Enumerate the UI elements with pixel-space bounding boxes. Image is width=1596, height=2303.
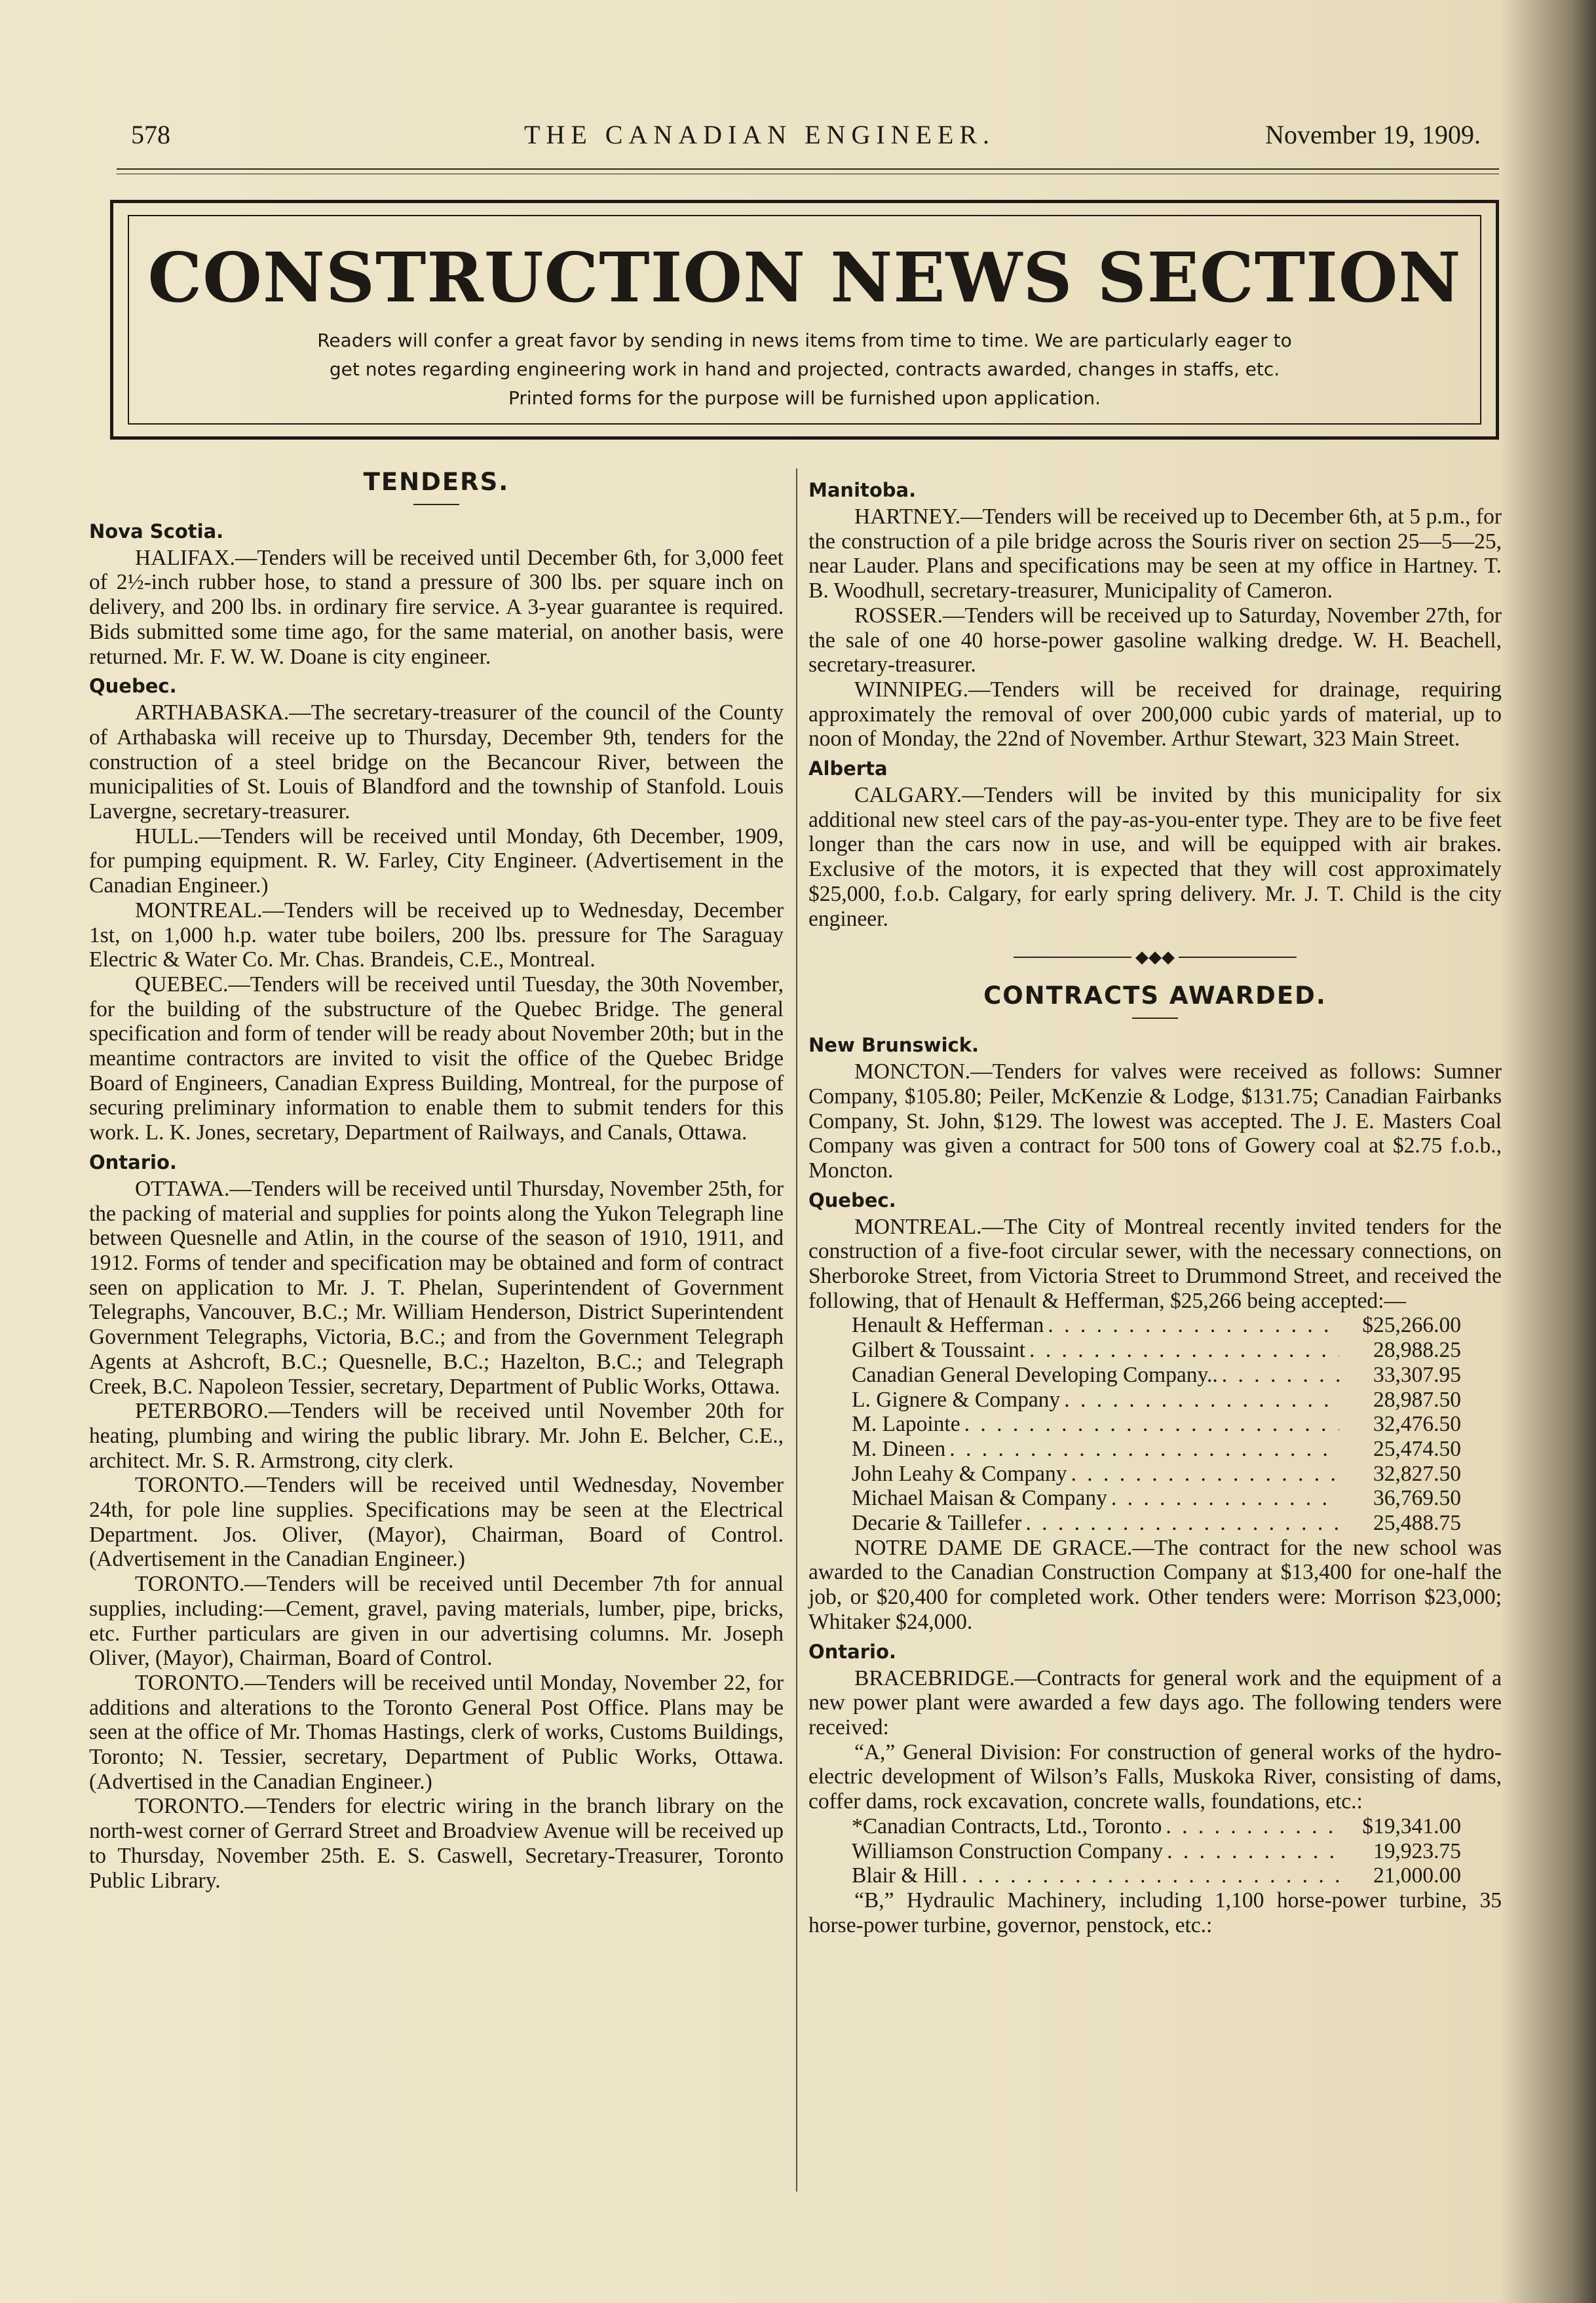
tender-toronto: TORONTO.—Tenders will be received until December 7th for annual supplies, including:—Cement, gravel, paving materials, lumber, pipe, bricks, etc. Further particulars are given in our advertising columns. Mr. Joseph Oliver, (Mayor), Chairman, Board of Control. bbox=[89, 1572, 784, 1671]
tender-toronto: TORONTO.—Tenders for electric wiring in the branch library on the north-west corner of Gerrard Street and Broadview Avenue will be received up to Thursday, November 25th. E. S. Caswell, Secretary-Treasurer, Toronto Public Library. bbox=[89, 1794, 784, 1893]
table-row bbox=[852, 1839, 1461, 1864]
tender-calgary: CALGARY.—Tenders will be invited by this municipality for six additional new steel cars of the pay-as-you-enter type. They are to be five feet longer than the cars now in use, and will be equipped with air brakes. Exclusive of the motors, it is expected that they will cost approximately $25,000, f.o.b. Calgary, for early spring delivery. Mr. J. T. Child is the city engineer. bbox=[808, 783, 1502, 931]
issue-date: November 19, 1909. bbox=[1265, 120, 1481, 149]
contract-moncton: MONCTON.—Tenders for valves were received as follows: Sumner Company, $105.80; Peiler, McKenzie & Lodge, $131.75; Canadian Fairbanks Company, St. John, $129. The lowest was accepted. The J. E. Masters Coal Company was given a contract for 500 tons of Gowery coal at $2.75 f.o.b., Moncton. bbox=[808, 1059, 1502, 1183]
leader-dots bbox=[964, 1412, 1339, 1437]
tenders-heading: TENDERS. bbox=[363, 468, 510, 496]
tender-montreal: MONTREAL.—Tenders will be received up to Wednesday, December 1st, on 1,000 h.p. water tube boilers, 200 lbs. pressure for The Saraguay Electric & Water Co. Mr. Chas. Brandeis, C.E., Montreal. bbox=[89, 898, 784, 972]
bid-amount: 32,476.50 bbox=[1373, 1412, 1461, 1437]
bidder-name: Williamson Construction Company bbox=[852, 1838, 1164, 1863]
banner-line: get notes regarding engineering work in hand and projected, contracts awarded, changes in staffs, etc. bbox=[329, 358, 1280, 380]
table-row bbox=[852, 1486, 1461, 1511]
bid-amount: 36,769.50 bbox=[1373, 1486, 1461, 1511]
table-row bbox=[852, 1363, 1461, 1388]
region-heading: Manitoba. bbox=[808, 479, 917, 501]
division-a-description: “A,” General Division: For construction of general works of the hydro-electric development of Wilson’s Falls, Muskoka River, consisting of dams, coffer dams, rock excavation, concrete walls, foundations, etc.: bbox=[808, 1740, 1502, 1814]
ornament-line bbox=[1179, 957, 1297, 958]
table-row bbox=[852, 1462, 1461, 1487]
leader-dots bbox=[1048, 1313, 1339, 1338]
table-row bbox=[852, 1814, 1461, 1839]
bidder-name: Gilbert & Toussaint bbox=[852, 1338, 1026, 1363]
section-banner bbox=[110, 200, 1499, 440]
region-heading: Quebec. bbox=[808, 1189, 896, 1211]
contracts-heading: CONTRACTS AWARDED. bbox=[983, 981, 1327, 1010]
leader-dots bbox=[1071, 1462, 1339, 1487]
bidder-name: Canadian General Developing Company.. bbox=[852, 1362, 1218, 1387]
tender-peterboro: PETERBORO.—Tenders will be received until November 20th for heating, plumbing and wiring the public library. Mr. John E. Belcher, C.E., architect. Mr. S. R. Armstrong, city clerk. bbox=[89, 1399, 784, 1473]
bidder-name: Decarie & Taillefer bbox=[852, 1511, 1022, 1536]
table-row bbox=[852, 1313, 1461, 1338]
banner-line: Readers will confer a great favor by sending in news items from time to time. We are particularly eager to bbox=[317, 330, 1292, 351]
table-row bbox=[852, 1388, 1461, 1413]
table-row bbox=[852, 1412, 1461, 1437]
tender-toronto: TORONTO.—Tenders will be received until Monday, November 22, for additions and alterations to the Toronto General Post Office. Plans may be seen at the office of Mr. Thomas Hastings, clerk of works, Customs Buildings, Toronto; N. Tessier, secretary, Department of Public Works, Ottawa. (Advertised in the Canadian Engineer.) bbox=[89, 1670, 784, 1794]
division-a-bids-table bbox=[852, 1814, 1461, 1888]
left-column bbox=[89, 455, 784, 1893]
bidder-name: Michael Maisan & Company bbox=[852, 1486, 1107, 1511]
region-heading: Nova Scotia. bbox=[89, 520, 224, 542]
header-rule bbox=[117, 168, 1499, 170]
bid-amount: 25,474.50 bbox=[1373, 1436, 1461, 1461]
contract-montreal: MONTREAL.—The City of Montreal recently invited tenders for the construction of a five-foot circular sewer, with the necessary connections, on Sherboroke Street, from Victoria Street to Drummond Street, and received the following, that of Henault & Hefferman, $25,266 being accepted:— bbox=[808, 1214, 1502, 1313]
bidder-name: L. Gignere & Company bbox=[852, 1387, 1061, 1412]
table-row bbox=[852, 1437, 1461, 1462]
region-heading: Quebec. bbox=[89, 675, 177, 698]
tender-ottawa: OTTAWA.—Tenders will be received until Thursday, November 25th, for the packing of material and supplies for points along the Yukon Telegraph line between Quesnelle and Atlin, in the course of the season of 1910, 1911, and 1912. Forms of tender and specification may be obtained and form of contract seen on application to Mr. J. T. Phelan, Superintendent of Government Telegraphs, Vancouver, B.C.; Mr. William Henderson, District Superintendent Government Telegraphs, Victoria, B.C.; and from the Government Telegraph Agents at Ashcroft, B.C.; Quesnelle, B.C.; Hazelton, B.C.; and Telegraph Creek, B.C. Napoleon Tessier, secretary, Department of Public Works, Ottawa. bbox=[89, 1176, 784, 1399]
leader-dots bbox=[1029, 1338, 1339, 1363]
tender-arthabaska: ARTHABASKA.—The secretary-treasurer of the council of the County of Arthabaska will receive up to Thursday, December 9th, tenders for the construction of a steel bridge on the Becancour River, between the municipalities of St. Louis of Blandford and the township of Stanfold. Louis Lavergne, secretary-treasurer. bbox=[89, 700, 784, 824]
montreal-bids-table bbox=[852, 1313, 1461, 1535]
leader-dots bbox=[1111, 1486, 1339, 1511]
right-column bbox=[808, 473, 1502, 1937]
heading-rule bbox=[1132, 1018, 1178, 1019]
leader-dots bbox=[962, 1863, 1339, 1888]
tender-toronto: TORONTO.—Tenders will be received until Wednesday, November 24th, for pole line supplies. Specifications may be seen at the Electrical Department. Jos. Oliver, (Mayor), Chairman, Board of Control. (Advertisement in the Canadian Engineer.) bbox=[89, 1473, 784, 1572]
tender-hull: HULL.—Tenders will be received until Monday, 6th December, 1909, for pumping equipment. R. W. Farley, City Engineer. (Advertisement in the Canadian Engineer.) bbox=[89, 824, 784, 898]
bidder-name: Blair & Hill bbox=[852, 1863, 958, 1888]
column-divider bbox=[796, 468, 797, 2192]
journal-title: THE CANADIAN ENGINEER. bbox=[524, 120, 996, 149]
bidder-name: M. Dineen bbox=[852, 1436, 946, 1461]
region-heading: New Brunswick. bbox=[808, 1034, 979, 1057]
bid-amount: 21,000.00 bbox=[1373, 1863, 1461, 1888]
banner-title: CONSTRUCTION NEWS SECTION bbox=[147, 237, 1462, 318]
page-number: 578 bbox=[131, 120, 170, 149]
leader-dots bbox=[1167, 1839, 1339, 1864]
banner-line: Printed forms for the purpose will be furnished upon application. bbox=[508, 387, 1101, 409]
bidder-name: M. Lapointe bbox=[852, 1412, 960, 1437]
ornament-diamond-icon: ◆◆◆ bbox=[1135, 947, 1175, 966]
contract-bracebridge: BRACEBRIDGE.—Contracts for general work and the equipment of a new power plant were awarded a few days ago. The following tenders were received: bbox=[808, 1665, 1502, 1740]
bid-amount: 19,923.75 bbox=[1373, 1838, 1461, 1863]
ornament-line bbox=[1014, 957, 1131, 958]
bid-amount: 32,827.50 bbox=[1373, 1461, 1461, 1486]
banner-text bbox=[153, 326, 1456, 413]
table-row bbox=[852, 1338, 1461, 1363]
table-row bbox=[852, 1511, 1461, 1536]
tender-rosser: ROSSER.—Tenders will be received up to Saturday, November 27th, for the sale of one 40 horse-power gasoline walking dredge. W. H. Beachell, secretary-treasurer. bbox=[808, 603, 1502, 677]
heading-rule bbox=[413, 504, 459, 505]
section-ornament bbox=[808, 943, 1502, 969]
leader-dots bbox=[1064, 1388, 1339, 1413]
table-row bbox=[852, 1863, 1461, 1888]
tender-hartney: HARTNEY.—Tenders will be received up to December 6th, at 5 p.m., for the construction of a pile bridge across the Souris river on section 25—5—25, near Lauder. Plans and specifications may be seen at my office in Hartney. T. B. Woodhull, secretary-treasurer, Municipality of Cameron. bbox=[808, 504, 1502, 603]
bid-amount: $25,266.00 bbox=[1362, 1313, 1461, 1338]
running-header bbox=[131, 113, 1481, 159]
bid-amount: $19,341.00 bbox=[1362, 1814, 1461, 1838]
tender-halifax: HALIFAX.—Tenders will be received until December 6th, for 3,000 feet of 2½-inch rubber hose, to stand a pressure of 300 lbs. per square inch on delivery, and 200 lbs. in ordinary fire service. A 3-year guarantee is required. Bids submitted some time ago, for the same material, on another basis, were returned. Mr. F. W. W. Doane is city engineer. bbox=[89, 545, 784, 669]
leader-dots bbox=[1222, 1363, 1339, 1388]
tender-winnipeg: WINNIPEG.—Tenders will be received for drainage, requiring approximately the removal of over 200,000 cubic yards of material, up to noon of Monday, the 22nd of November. Arthur Stewart, 323 Main Street. bbox=[808, 677, 1502, 752]
bid-amount: 25,488.75 bbox=[1373, 1511, 1461, 1536]
leader-dots bbox=[1166, 1814, 1339, 1839]
tender-quebec: QUEBEC.—Tenders will be received until Tuesday, the 30th November, for the building of the substructure of the Quebec Bridge. The general specification and form of tender will be ready about November 20th; but in the meantime contractors are invited to visit the office of the Quebec Bridge Board of Engineers, Canadian Express Building, Montreal, for the purpose of securing preliminary information to enable them to submit tenders for this work. L. K. Jones, secretary, Department of Railways, and Canals, Ottawa. bbox=[89, 972, 784, 1145]
bid-amount: 28,988.25 bbox=[1373, 1338, 1461, 1363]
bidder-name: John Leahy & Company bbox=[852, 1461, 1067, 1486]
region-heading: Ontario. bbox=[89, 1151, 177, 1173]
bidder-name: *Canadian Contracts, Ltd., Toronto bbox=[852, 1814, 1162, 1838]
contract-notre-dame: NOTRE DAME DE GRACE.—The contract for the new school was awarded to the Canadian Construction Company at $13,400 for one-half the job, or $20,400 for completed work. Other tenders were: Morrison $23,000; Whitaker $24,000. bbox=[808, 1535, 1502, 1634]
bid-amount: 28,987.50 bbox=[1373, 1387, 1461, 1412]
leader-dots bbox=[1025, 1511, 1339, 1536]
leader-dots bbox=[949, 1437, 1339, 1462]
division-b-description: “B,” Hydraulic Machinery, including 1,100 horse-power turbine, 35 horse-power turbine, governor, penstock, etc.: bbox=[808, 1888, 1502, 1937]
bidder-name: Henault & Hefferman bbox=[852, 1313, 1044, 1338]
region-heading: Alberta bbox=[808, 757, 888, 780]
region-heading: Ontario. bbox=[808, 1640, 896, 1663]
bid-amount: 33,307.95 bbox=[1373, 1362, 1461, 1387]
